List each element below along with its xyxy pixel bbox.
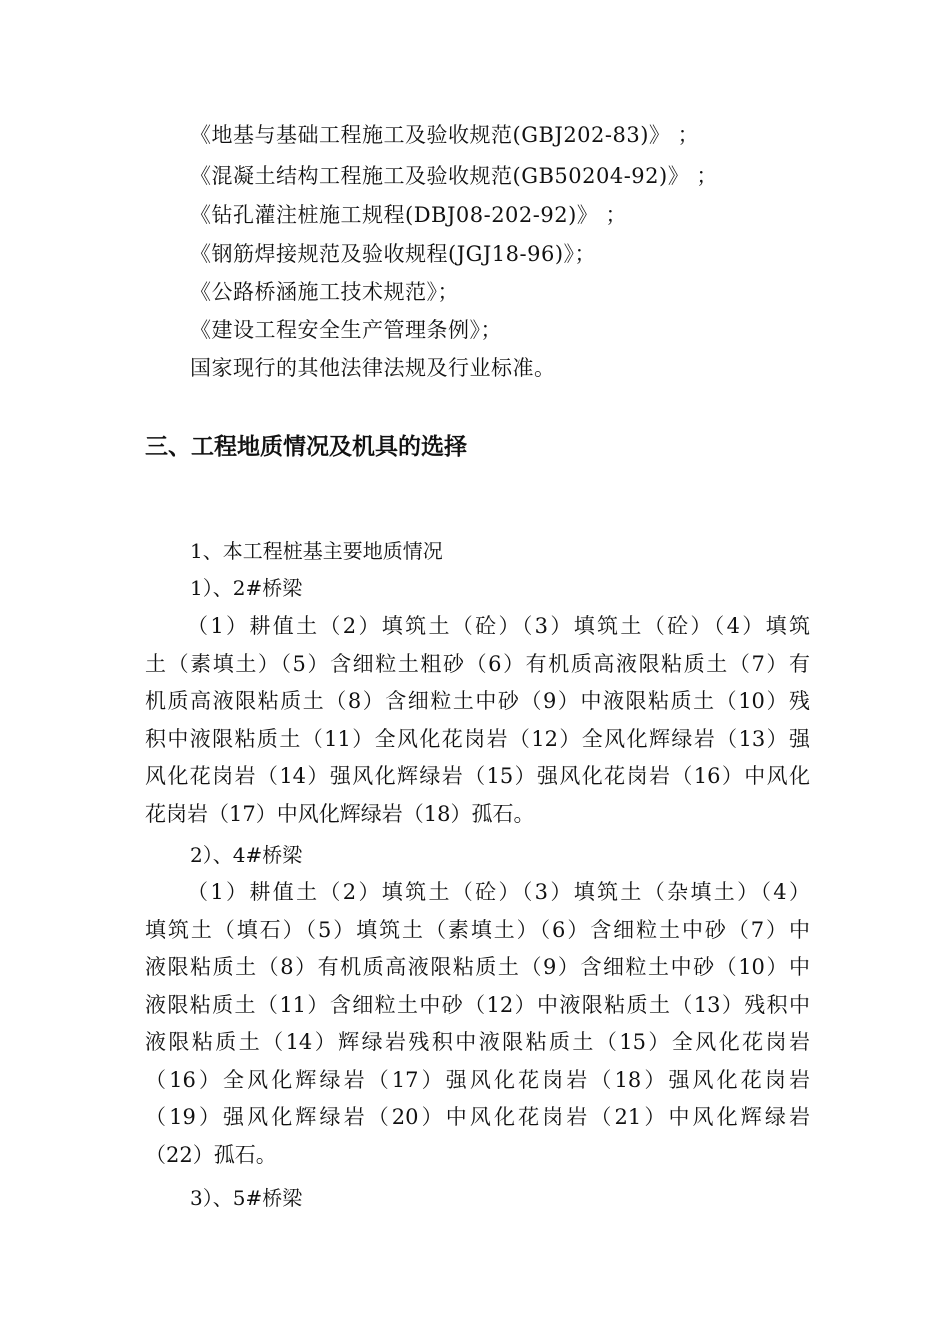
reference-line: 《公路桥涵施工技术规范》； bbox=[190, 280, 459, 304]
bridge-title: 3）、5#桥梁 bbox=[190, 1186, 303, 1210]
paragraph-line: （1）耕值土（2）填筑土（砼）（3）填筑土（砼）（4）填筑 bbox=[187, 614, 810, 638]
paragraph-line: 填筑土（填石）（5）填筑土（素填土）（6）含细粒土中砂（7）中 bbox=[145, 917, 810, 942]
paragraph-line: （16）全风化辉绿岩（17）强风化花岗岩（18）强风化花岗岩 bbox=[145, 1067, 810, 1092]
reference-line: 《钻孔灌注桩施工规程(DBJ08-202-92)》 ； bbox=[190, 203, 627, 227]
section-heading: 三、工程地质情况及机具的选择 bbox=[145, 434, 467, 460]
bridge-title: 2）、4#桥梁 bbox=[190, 843, 303, 867]
paragraph-line: 花岗岩（17）中风化辉绿岩（18）孤石。 bbox=[145, 801, 535, 826]
geology-paragraph-bridge-2 bbox=[145, 608, 810, 833]
bridge-title: 1）、2#桥梁 bbox=[190, 576, 303, 600]
paragraph-line: 机质高液限粘质土（8）含细粒土中砂（9）中液限粘质土（10）残 bbox=[145, 689, 810, 713]
paragraph-line: 土（素填土）（5）含细粒土粗砂（6）有机质高液限粘质土（7）有 bbox=[145, 651, 810, 676]
reference-line: 国家现行的其他法律法规及行业标准。 bbox=[190, 356, 556, 380]
paragraph-line: 液限粘质土（11）含细粒土中砂（12）中液限粘质土（13）残积中 bbox=[145, 992, 810, 1017]
reference-line: 《混凝土结构工程施工及验收规范(GB50204-92)》 ； bbox=[190, 164, 718, 188]
reference-line: 《钢筋焊接规范及验收规程(JGJ18-96)》； bbox=[190, 242, 597, 266]
paragraph-line: （19）强风化辉绿岩（20）中风化花岗岩（21）中风化辉绿岩 bbox=[145, 1105, 810, 1129]
reference-line: 《地基与基础工程施工及验收规范(GBJ202-83)》 ； bbox=[190, 123, 700, 147]
paragraph-line: 液限粘质土（14）辉绿岩残积中液限粘质土（15）全风化花岗岩 bbox=[145, 1030, 810, 1054]
paragraph-line: （22）孤石。 bbox=[145, 1142, 277, 1167]
paragraph-line: 风化花岗岩（14）强风化辉绿岩（15）强风化花岗岩（16）中风化 bbox=[145, 764, 810, 788]
geology-paragraph-bridge-4 bbox=[145, 874, 810, 1174]
paragraph-line: 液限粘质土（8）有机质高液限粘质土（9）含细粒土中砂（10）中 bbox=[145, 955, 810, 979]
paragraph-line: （1）耕值土（2）填筑土（砼）（3）填筑土（杂填土）（4） bbox=[187, 880, 810, 904]
subsection-title: 1、本工程桩基主要地质情况 bbox=[190, 539, 443, 563]
reference-line: 《建设工程安全生产管理条例》； bbox=[190, 318, 502, 342]
paragraph-line: 积中液限粘质土（11）全风化花岗岩（12）全风化辉绿岩（13）强 bbox=[145, 726, 810, 751]
